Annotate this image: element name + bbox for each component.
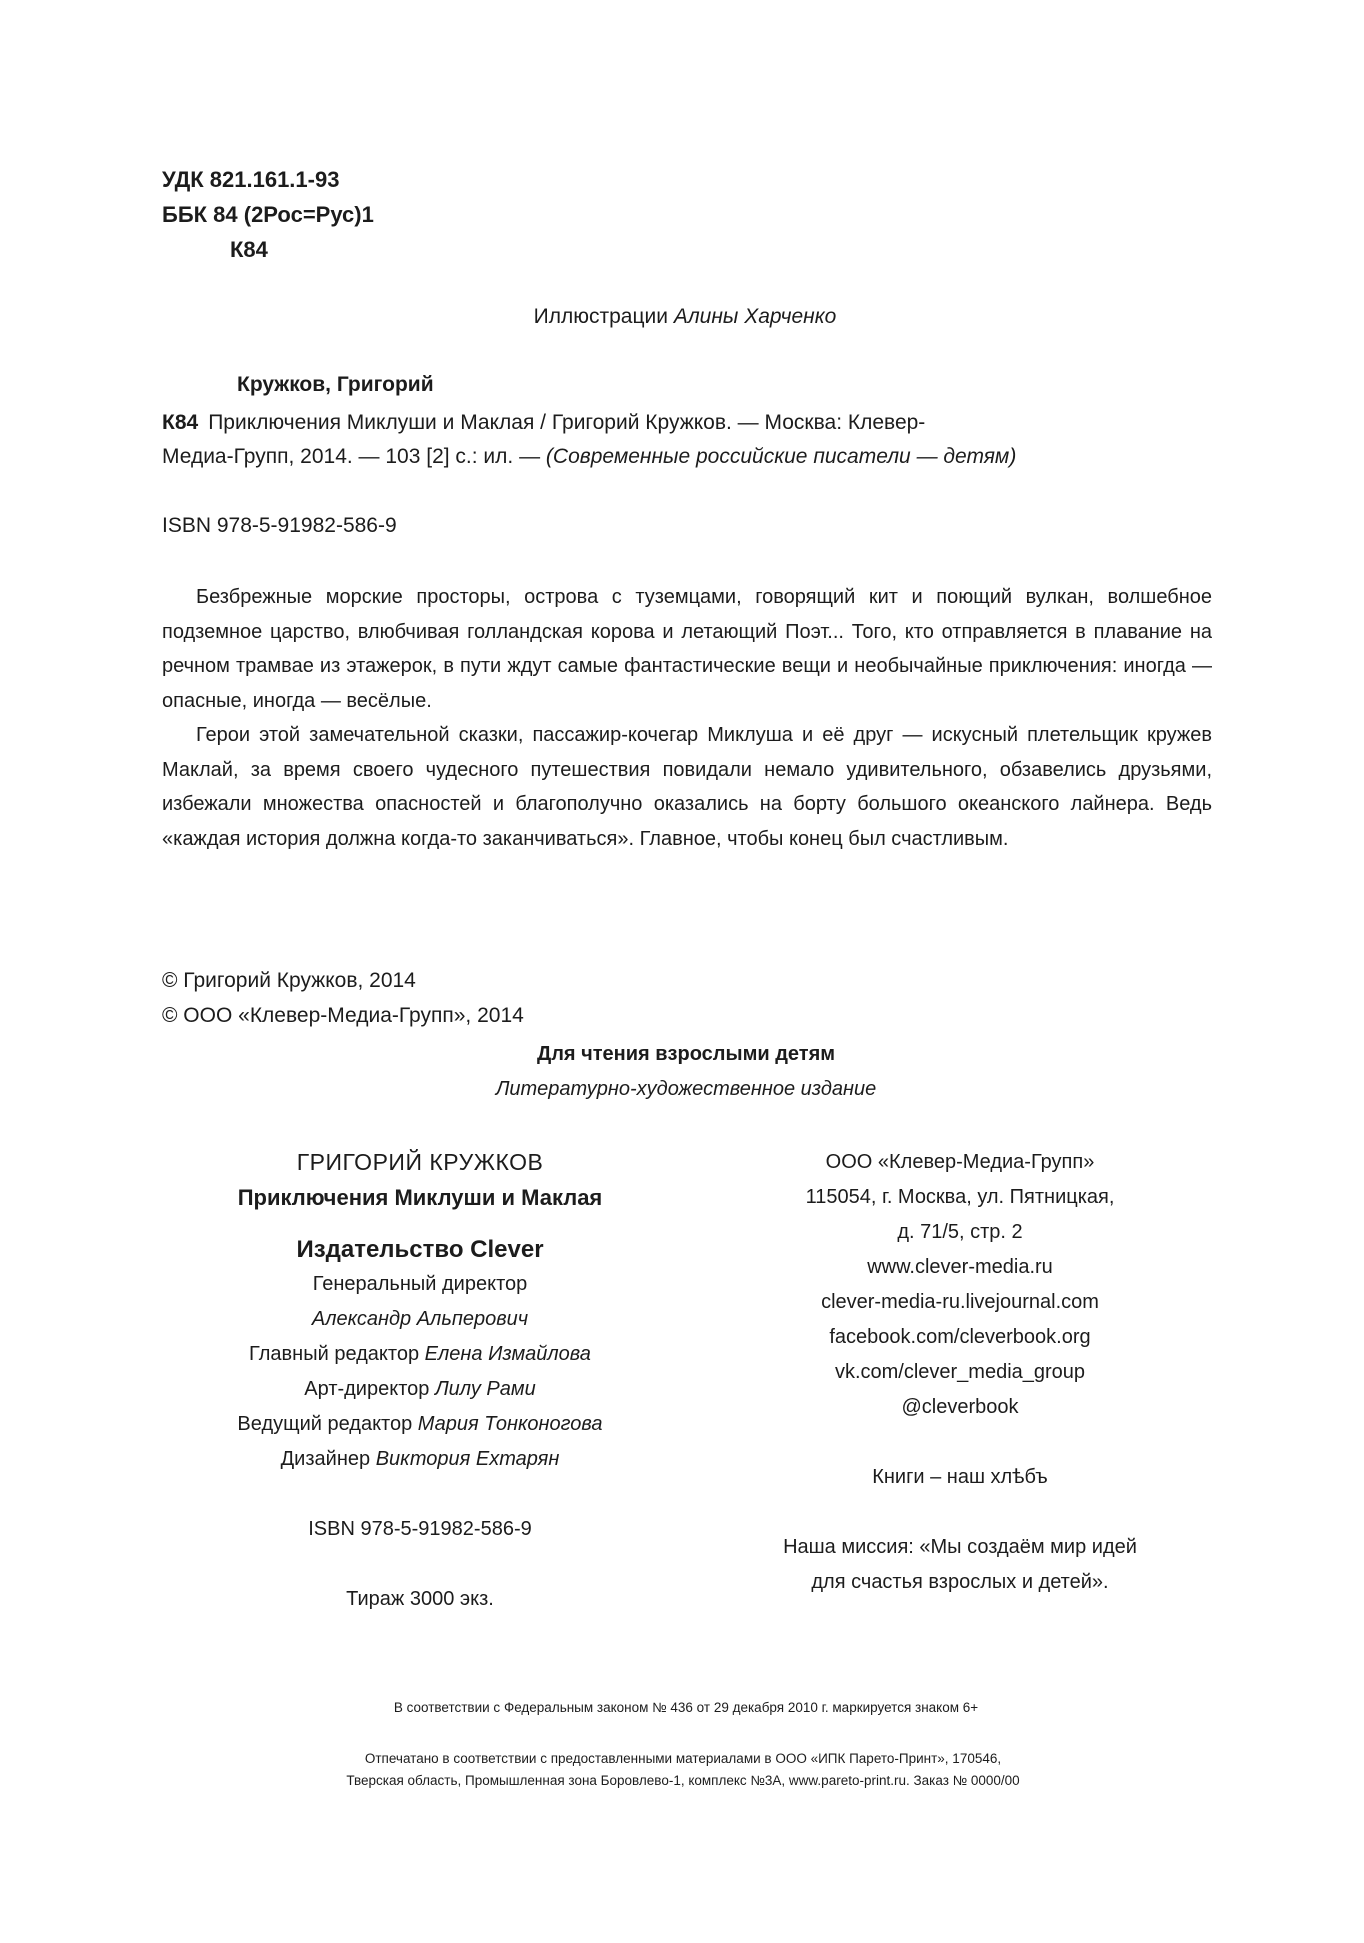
isbn-imprint: ISBN 978-5-91982-586-9 [308, 1518, 532, 1540]
annotation [162, 580, 1212, 856]
mission-line-2: для счастья взрослых и детей». [811, 1571, 1109, 1593]
copyright-block [162, 963, 524, 1033]
author-name-caps: ГРИГОРИЙ КРУЖКОВ [296, 1149, 544, 1175]
slogan: Книги – наш хлѣбъ [872, 1466, 1048, 1488]
author-mark-code: К84 [230, 237, 268, 262]
law-notice: В соответствии с Федеральным законом № 436 от 29 декабря 2010 г. маркируется знаком 6+ [393, 1700, 979, 1715]
illustrations-credit [0, 305, 1364, 329]
lead-editor-name: Мария Тонконогова [417, 1413, 603, 1435]
printer-info [0, 1748, 1364, 1792]
art-director-credit [160, 1372, 680, 1407]
art-director-name: Лилу Рами [434, 1378, 536, 1400]
publisher-name: Издательство Clever [296, 1236, 544, 1263]
bbk-code: ББК 84 (2Рос=Рус)1 [162, 202, 374, 227]
copyright-author: © Григорий Кружков, 2014 [162, 969, 416, 992]
print-run: Тираж 3000 экз. [346, 1588, 494, 1610]
record-code: К84 [162, 411, 199, 434]
book-title: Приключения Миклуши и Маклая [237, 1185, 603, 1210]
copyright-publisher: © ООО «Клевер-Медиа-Групп», 2014 [162, 1004, 524, 1027]
record-line-2: Медиа-Групп, 2014. — 103 [2] с.: ил. — [162, 445, 546, 468]
edition-type: Литературно-художественное издание [495, 1078, 877, 1100]
bibliographic-record [162, 406, 1212, 474]
series-title: (Современные российские писатели — детям) [545, 445, 1017, 468]
lead-editor-credit [160, 1407, 680, 1442]
annotation-paragraph: Безбрежные морские просторы, острова с туземцами, говорящий кит и поющий вулкан, волшебное подземное царство, влюбчивая голландская корова и летающий Поэт... Того, кто отправляется в плавание на речном трамвае из этажерок, в пути ждут самые фантастические вещи и необычайные приключения: иногда — опасные, иногда — весёлые. [162, 586, 1212, 712]
general-director-role: Генеральный директор [312, 1273, 528, 1295]
address-line-1: 115054, г. Москва, ул. Пятницкая, [805, 1186, 1115, 1208]
imprint-right-column [720, 1145, 1200, 1600]
udk-code: УДК 821.161.1-93 [162, 167, 340, 192]
designer-name: Виктория Ехтарян [375, 1448, 560, 1470]
readership-note: Для чтения взрослыми детям [536, 1043, 836, 1065]
social-handle: @cleverbook [901, 1396, 1019, 1418]
livejournal-link: clever-media-ru.livejournal.com [821, 1291, 1099, 1313]
designer-role: Дизайнер [280, 1448, 371, 1470]
printer-line-1: Отпечатано в соответствии с предоставленными материалами в ООО «ИПК Парето-Принт», 170546, [364, 1751, 1002, 1766]
vk-link: vk.com/clever_media_group [834, 1361, 1086, 1383]
record-line-1: Приключения Миклуши и Маклая / Григорий Кружков. — Москва: Клевер- [208, 411, 926, 434]
illustrator-name: Алины Харченко [673, 305, 837, 328]
author-heading: Кружков, Григорий [237, 373, 434, 396]
lead-editor-role: Ведущий редактор [237, 1413, 413, 1435]
chief-editor-credit [160, 1337, 680, 1372]
classification-codes [162, 162, 374, 267]
mission-line-1: Наша миссия: «Мы создаём мир идей [783, 1536, 1137, 1558]
company-name: ООО «Клевер-Медиа-Групп» [825, 1151, 1095, 1173]
address-line-2: д. 71/5, стр. 2 [897, 1221, 1023, 1243]
designer-credit [160, 1442, 680, 1477]
chief-editor-role: Главный редактор [249, 1343, 420, 1365]
isbn-top: ISBN 978-5-91982-586-9 [162, 514, 397, 537]
printer-line-2: Тверская область, Промышленная зона Боровлево-1, комплекс №3А, www.pareto-print.ru. Заказ № 0000/00 [346, 1773, 1020, 1788]
chief-editor-name: Елена Измайлова [424, 1343, 591, 1365]
facebook-link: facebook.com/cleverbook.org [829, 1326, 1091, 1348]
imprint-left-column [160, 1145, 680, 1617]
annotation-paragraph: Герои этой замечательной сказки, пассажир-кочегар Миклуша и её друг — искусный плетельщик кружев Маклай, за время своего чудесного путешествия повидали немало удивительного, обзавелись друзьями, избежали множества опасностей и благополучно оказались на борту большого океанского лайнера. Ведь «каждая история должна когда-то заканчиваться». Главное, чтобы конец был счастливым. [162, 724, 1212, 850]
general-director-name: Александр Альперович [311, 1308, 529, 1330]
art-director-role: Арт-директор [304, 1378, 430, 1400]
website-link: www.clever-media.ru [867, 1256, 1053, 1278]
illustrations-label: Иллюстрации [533, 305, 668, 328]
